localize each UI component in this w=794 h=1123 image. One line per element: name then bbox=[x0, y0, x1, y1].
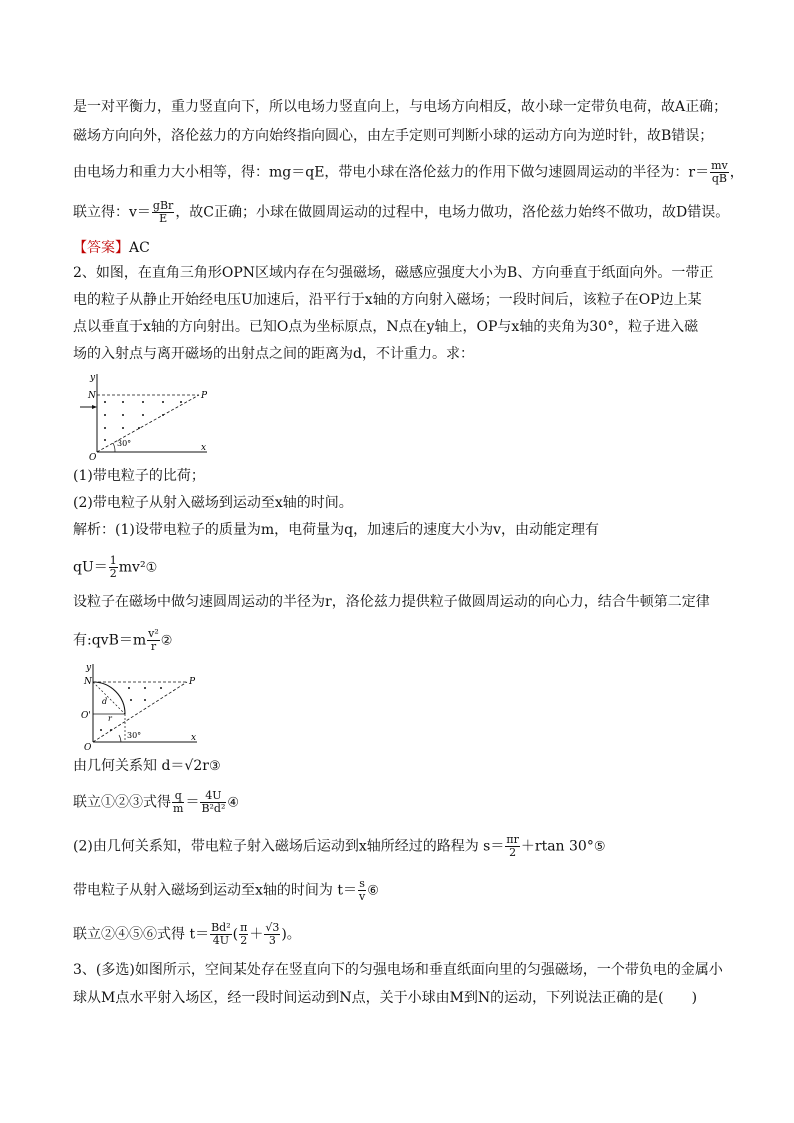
figure-trajectory bbox=[75, 660, 205, 750]
axis-label-y: y bbox=[90, 373, 96, 383]
question-text: 场的入射点与离开磁场的出射点之间的距离为d，不计重力。求： bbox=[73, 346, 474, 362]
text-line: 是一对平衡力，重力竖直向下，所以电场力竖直向上，与电场方向相反，故小球一定带负电荷，故A正确； bbox=[73, 99, 728, 115]
label-P: P bbox=[201, 391, 208, 401]
question-text: 2、如图，在直角三角形OPN区域内存在匀强磁场，磁感应强度大小为B、方向垂直于纸面向外。一带正 bbox=[73, 265, 714, 281]
label-O: O bbox=[84, 743, 92, 750]
answer-tag: 【答案】 bbox=[73, 240, 129, 256]
equation-5: (2)由几何关系知，带电粒子射入磁场后运动到x轴所经过的路程为 s＝ $\frac{\pi r}{2}$ ＋rtan 30°⑤ bbox=[73, 833, 606, 859]
label-N: N bbox=[88, 391, 96, 401]
label-N: N bbox=[84, 677, 92, 687]
question-text: 3、(多选)如图所示，空间某处存在竖直向下的匀强电场和垂直纸面向里的匀强磁场，一个带负电的金属小 bbox=[73, 962, 723, 978]
text-line: 磁场方向向外，洛伦兹力的方向始终指向圆心，由左手定则可判断小球的运动方向为逆时针，故B错误； bbox=[73, 128, 714, 144]
axis-label-x: x bbox=[191, 733, 197, 743]
angle-label: 30° bbox=[127, 731, 142, 740]
label-P: P bbox=[189, 677, 196, 687]
fraction: $\frac{\text{gBr}}{E}$ bbox=[152, 199, 174, 225]
axis-label-x: x bbox=[201, 443, 207, 453]
text-line: 联立得：v＝ $\frac{\text{gBr}}{E}$ ，故C正确；小球在做圆周运动的过程中，电场力做功，洛伦兹力始终不做功，故D错误。 bbox=[73, 199, 730, 225]
label-r: r bbox=[108, 714, 112, 723]
equation-7: 联立②④⑤⑥式得 t＝ $\frac{\text{Bd²}}{4U}$ ( $\frac{\pi}{2}$ ＋ $\frac{√3}{3}$ )。 bbox=[73, 921, 301, 947]
equation-6: 带电粒子从射入磁场到运动至x轴的时间为 t＝ $\frac{s}{v}$ ⑥ bbox=[73, 877, 379, 903]
answer-line bbox=[73, 238, 754, 258]
solution-text: 解析：(1)设带电粒子的质量为m，电荷量为q，加速后的速度大小为v，由动能定理有 bbox=[73, 522, 599, 538]
equation-3: 由几何关系知 d＝√2r③ bbox=[73, 758, 221, 774]
label-O: O bbox=[89, 453, 97, 460]
solution-text: 设粒子在磁场中做匀速圆周运动的半径为r，洛伦兹力提供粒子做圆周运动的向心力，结合牛顿第二定律 bbox=[73, 594, 710, 610]
angle-label: 30° bbox=[117, 439, 132, 448]
sub-question: (2)带电粒子从射入磁场到运动至x轴的时间。 bbox=[73, 495, 353, 511]
figure-triangle-field bbox=[75, 370, 215, 460]
equation-1: qU＝ $\frac{1}{2}$ mv²① bbox=[73, 554, 158, 580]
text-line: 由电场力和重力大小相等，得：mg＝qE，带电小球在洛伦兹力的作用下做匀速圆周运动的半径为：r＝ $\frac{mv}{qB}$ ， bbox=[73, 159, 744, 185]
fraction: $\frac{mv}{qB}$ bbox=[711, 159, 728, 185]
question-text: 电的粒子从静止开始经电压U加速后，沿平行于x轴的方向射入磁场；一段时间后，该粒子在OP边上某 bbox=[73, 292, 702, 308]
label-O-prime: O' bbox=[81, 711, 91, 721]
axis-label-y: y bbox=[86, 663, 92, 673]
equation-2: 有:qvB＝m $\frac{\text{v²}}{r}$ ② bbox=[73, 627, 173, 653]
sub-question: (1)带电粒子的比荷； bbox=[73, 468, 205, 484]
question-text: 点以垂直于x轴的方向射出。已知O点为坐标原点，N点在y轴上，OP与x轴的夹角为30°，粒子进入磁 bbox=[73, 319, 699, 335]
question-text: 球从M点水平射入场区，经一段时间运动到N点，关于小球由M到N的运动，下列说法正确的是( ) bbox=[73, 990, 698, 1006]
label-d: d bbox=[102, 697, 108, 706]
equation-4: 联立①②③式得 $\frac{q}{m}$ ＝ $\frac{4U}{\text{B²d²}}$ ④ bbox=[73, 789, 240, 815]
answer-value: AC bbox=[129, 240, 150, 256]
